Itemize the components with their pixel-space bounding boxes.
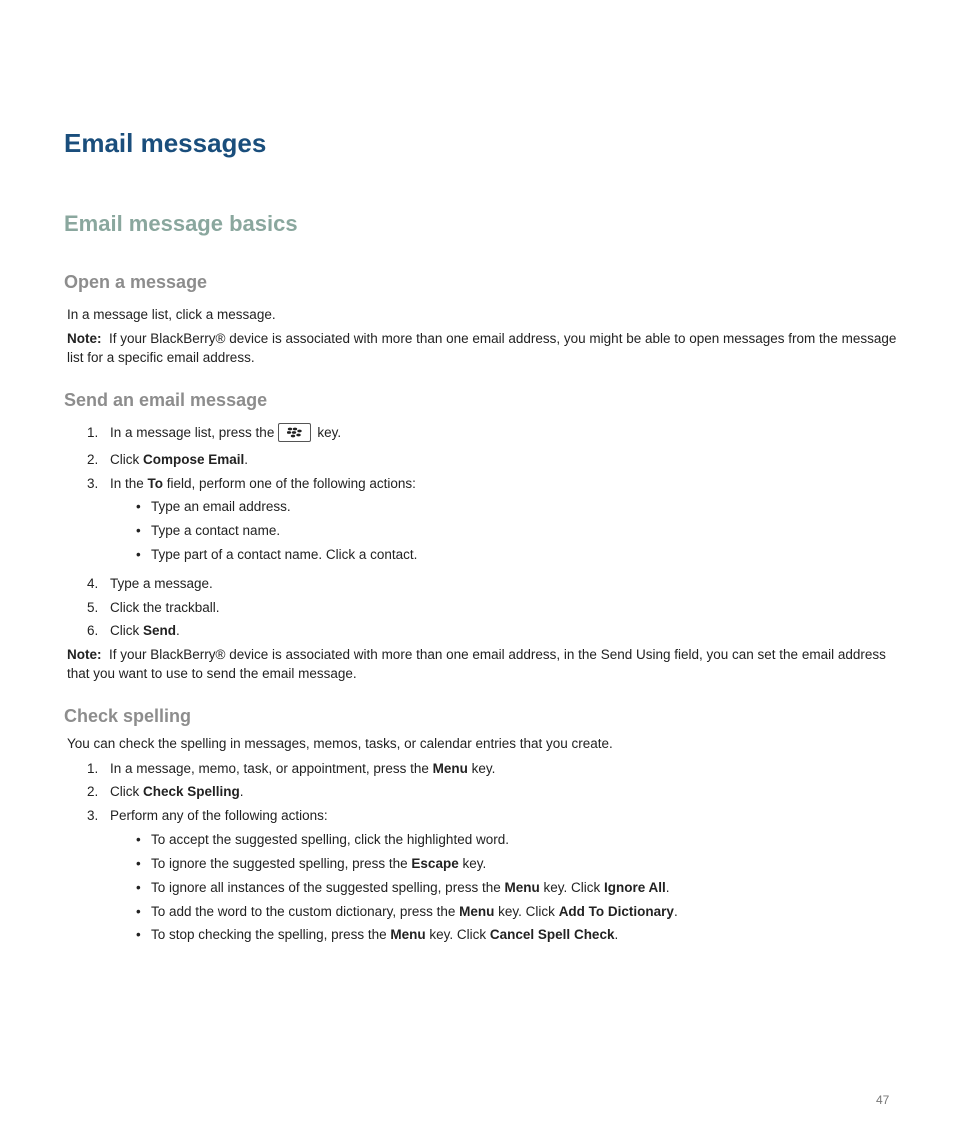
list-item: • Type a contact name.: [136, 523, 281, 538]
list-item: • To ignore all instances of the suggested spelling, press the Menu key. Click Ignore All.: [136, 880, 670, 895]
step-1: 1. In a message list, press the key.: [87, 425, 342, 440]
check-spelling-intro: You can check the spelling in messages, memos, tasks, or calendar entries that you create.: [67, 736, 613, 751]
step-2: 2. Click Check Spelling.: [87, 784, 244, 799]
open-message-heading: Open a message: [64, 272, 208, 292]
list-item: • Type an email address.: [136, 499, 291, 514]
note-line: that you want to use to send the email message.: [67, 666, 357, 681]
list-item: • To stop checking the spelling, press the Menu key. Click Cancel Spell Check.: [136, 927, 619, 942]
open-message-text: In a message list, click a message.: [67, 307, 276, 322]
note-line: list for a specific email address.: [67, 350, 255, 365]
note-label: Note:: [67, 331, 102, 346]
send-email-note: [67, 645, 902, 683]
step-5: 5. Click the trackball.: [87, 600, 220, 615]
step-3: 3. In the To field, perform one of the following actions:: [87, 476, 416, 491]
list-item: • To add the word to the custom dictionary, press the Menu key. Click Add To Dictionary.: [136, 904, 678, 919]
note-line: If your BlackBerry® device is associated with more than one email address, you might be able to open messages from the message: [109, 331, 897, 346]
note-label: Note:: [67, 647, 102, 662]
check-spelling-heading: Check spelling: [64, 706, 192, 726]
page-title: Email messages: [64, 128, 267, 158]
list-item: • Type part of a contact name. Click a contact.: [136, 547, 418, 562]
step-4: 4. Type a message.: [87, 576, 213, 591]
blackberry-menu-key-icon: [278, 423, 311, 442]
step-6: 6. Click Send.: [87, 623, 180, 638]
list-item: • To accept the suggested spelling, click the highlighted word.: [136, 832, 509, 847]
open-message-note: [67, 329, 902, 367]
note-line: If your BlackBerry® device is associated with more than one email address, in the Send Using field, you can set the email address: [109, 647, 886, 662]
step-3: 3. Perform any of the following actions:: [87, 808, 328, 823]
send-email-heading: Send an email message: [64, 390, 268, 410]
step-1: 1. In a message, memo, task, or appointment, press the Menu key.: [87, 761, 496, 776]
page-number: 47: [876, 1093, 890, 1107]
step-2: 2. Click Compose Email.: [87, 452, 249, 467]
list-item: • To ignore the suggested spelling, press the Escape key.: [136, 856, 487, 871]
section-heading: Email message basics: [64, 211, 298, 236]
